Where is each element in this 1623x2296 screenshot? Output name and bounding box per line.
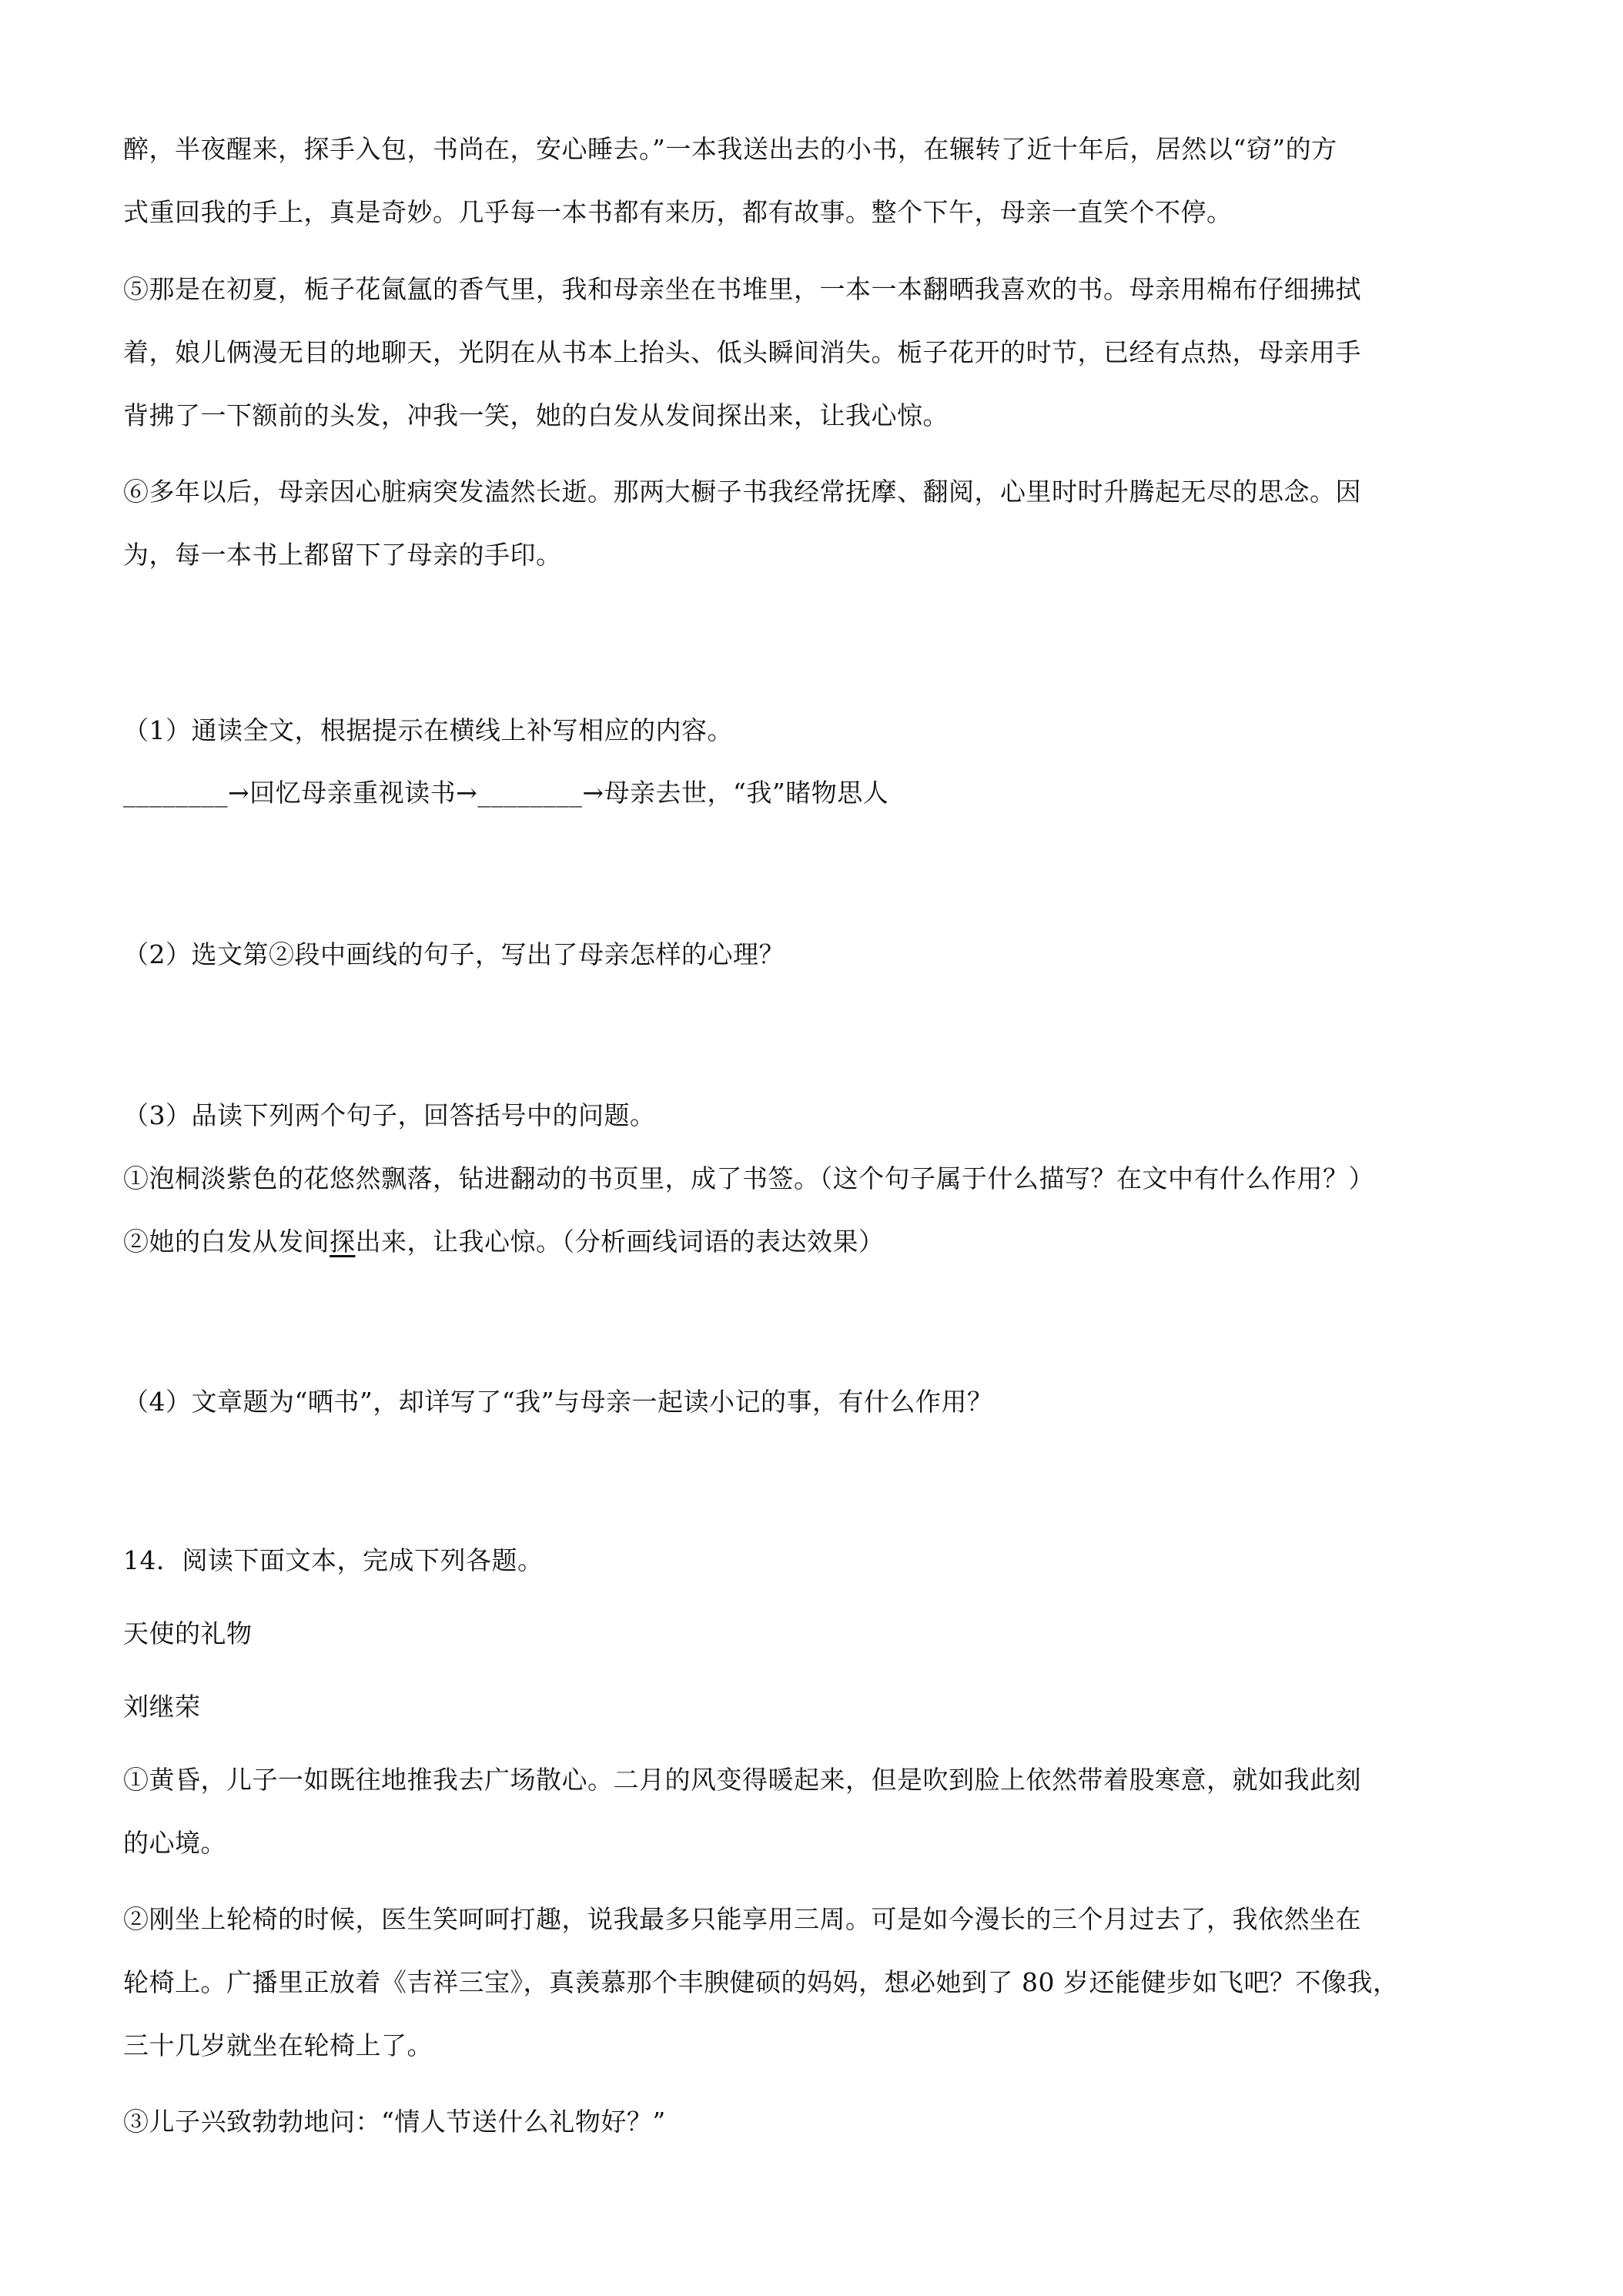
passage-a-para5-line3: 背拂了一下额前的头发，冲我一笑，她的白发从发间探出来，让我心惊。 bbox=[123, 400, 949, 430]
passage-a-para5-line2: 着，娘儿俩漫无目的地聊天，光阴在从书本上抬头、低头瞬间消失。栀子花开的时节，已经有点热，母亲用手 bbox=[123, 337, 1361, 367]
passage-b-para1-line1: ①黄昏，儿子一如既往地推我去广场散心。二月的风变得暖起来，但是吹到脸上依然带着股寒意，就如我此刻 bbox=[123, 1765, 1361, 1795]
passage-b-para3: ③儿子兴致勃勃地问：“情人节送什么礼物好？” bbox=[123, 2107, 666, 2137]
flow-step-2: 回忆母亲重视读书 bbox=[249, 778, 457, 808]
arrow-1: → bbox=[228, 778, 250, 808]
passage-a-para6-line1: ⑥多年以后，母亲因心脏病突发溘然长逝。那两大橱子书我经常抚摩、翻阅，心里时时升腾起无尽的思念。因 bbox=[123, 477, 1361, 507]
passage-b-para2-line2: 轮椅上。广播里正放着《吉祥三宝》，真羡慕那个丰腴健硕的妈妈，想必她到了 80 岁还能健步如飞吧？不像我， bbox=[123, 1967, 1399, 1997]
question-3-sentence-1: ①泡桐淡紫色的花悠然飘落，钻进翻动的书页里，成了书签。（这个句子属于什么描写？在文中有什么作用？） bbox=[123, 1163, 1374, 1193]
question-3-prompt: （3）品读下列两个句子，回答括号中的问题。 bbox=[123, 1100, 656, 1130]
passage-b-para1-line2: 的心境。 bbox=[123, 1828, 226, 1858]
passage-a-para4-line2: 式重回我的手上，真是奇妙。几乎每一本书都有来历，都有故事。整个下午，母亲一直笑个不停。 bbox=[123, 197, 1233, 227]
arrow-3: → bbox=[582, 778, 604, 808]
arrow-2: → bbox=[456, 778, 478, 808]
passage-b-para2-line1: ②刚坐上轮椅的时候，医生笑呵呵打趣，说我最多只能享用三周。可是如今漫长的三个月过去了，我依然坐在 bbox=[123, 1904, 1361, 1934]
passage-b-para2-line3: 三十几岁就坐在轮椅上了。 bbox=[123, 2030, 433, 2060]
sentence-2-before: ②她的白发从发间 bbox=[123, 1227, 330, 1257]
question-2: （2）选文第②段中画线的句子，写出了母亲怎样的心理？ bbox=[123, 939, 785, 969]
question-3-sentence-2 bbox=[123, 1225, 885, 1259]
passage-a-para6-line2: 为，每一本书上都留下了母亲的手印。 bbox=[123, 540, 562, 570]
answer-blank-2[interactable]: ________ bbox=[477, 778, 583, 808]
question-1-prompt: （1）通读全文，根据提示在横线上补写相应的内容。 bbox=[123, 715, 733, 745]
passage-a-para5-line1: ⑤那是在初夏，栀子花氤氲的香气里，我和母亲坐在书堆里，一本一本翻晒我喜欢的书。母亲用棉布仔细拂拭 bbox=[123, 274, 1361, 304]
underlined-word: 探 bbox=[330, 1227, 356, 1257]
question-1-flow bbox=[123, 776, 888, 810]
passage-a-para4-line1: 醉，半夜醒来，探手入包，书尚在，安心睡去。”一本我送出去的小书，在辗转了近十年后，居然以“窃”的方 bbox=[123, 134, 1337, 164]
flow-step-4: 母亲去世，“我”睹物思人 bbox=[604, 778, 889, 808]
question-14-heading: 14．阅读下面文本，完成下列各题。 bbox=[123, 1545, 544, 1575]
question-4: （4）文章题为“晒书”，却详写了“我”与母亲一起读小记的事，有什么作用？ bbox=[123, 1387, 993, 1417]
passage-b-author: 刘继荣 bbox=[123, 1692, 201, 1722]
answer-blank-1[interactable]: ________ bbox=[123, 778, 228, 808]
sentence-2-after: 出来，让我心惊。（分析画线词语的表达效果） bbox=[355, 1227, 885, 1257]
passage-b-title: 天使的礼物 bbox=[123, 1618, 253, 1648]
